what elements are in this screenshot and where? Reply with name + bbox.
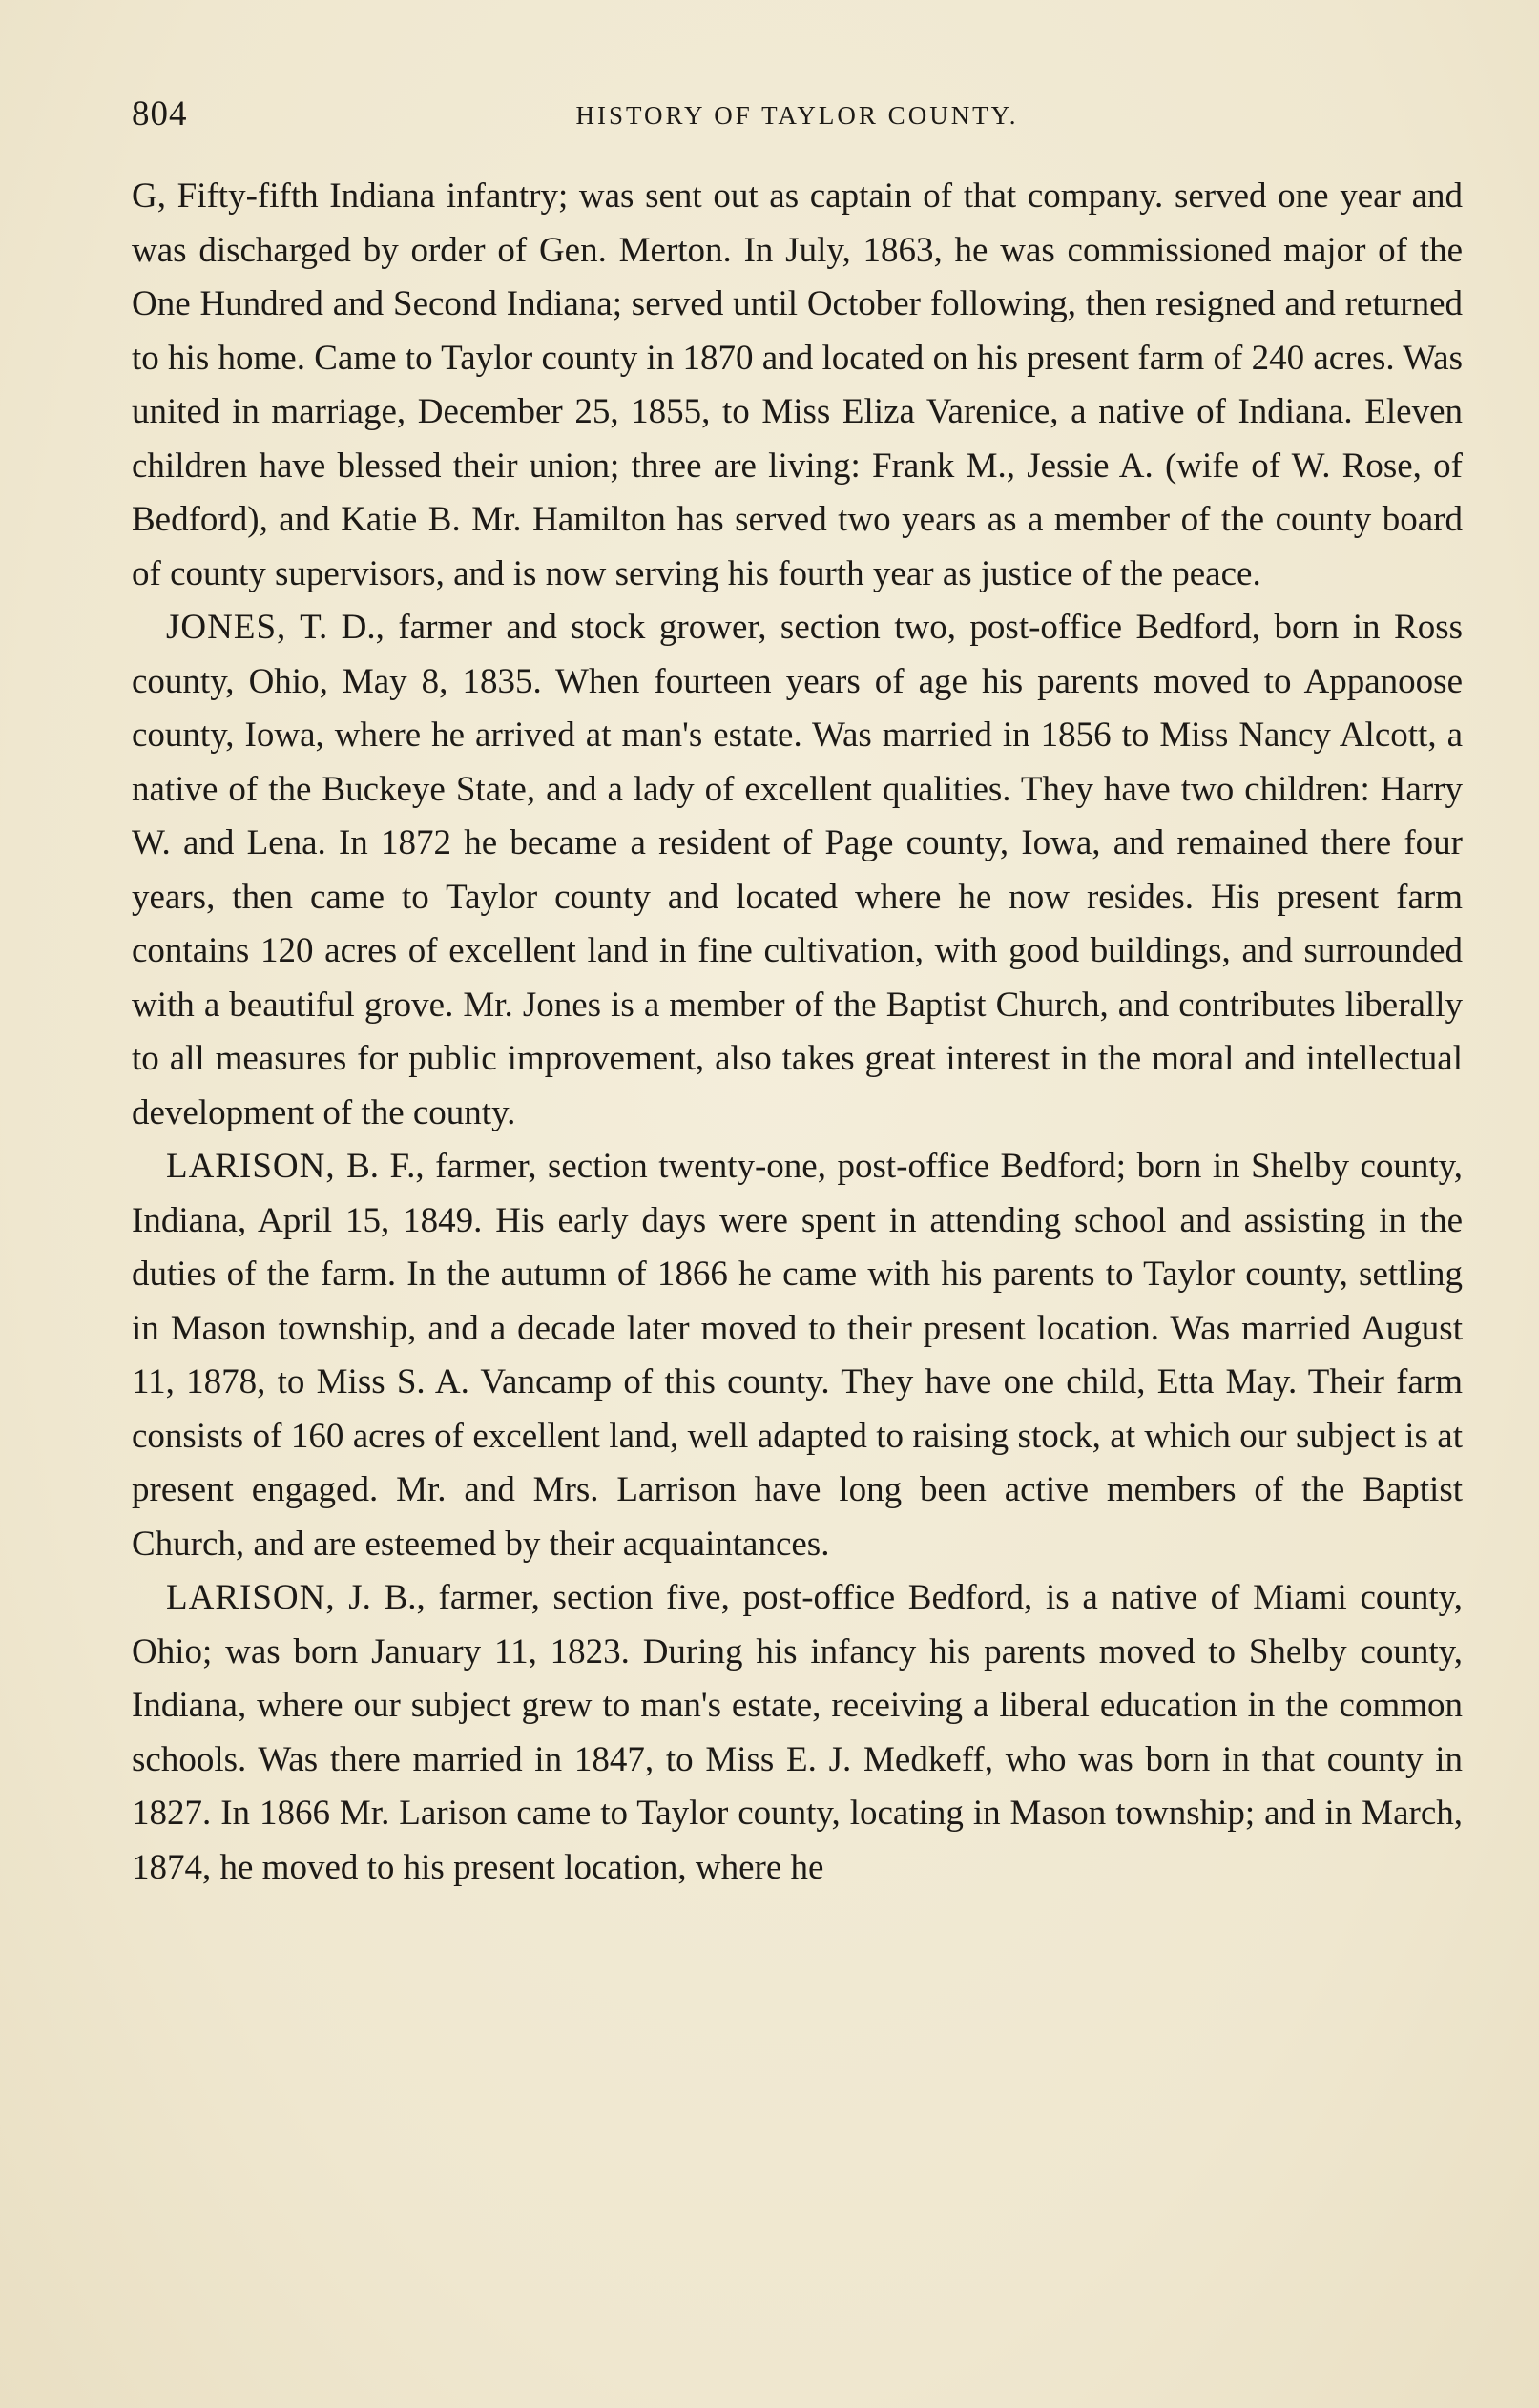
page-header [132, 93, 1425, 139]
entry-name: LARISON, [166, 1578, 336, 1617]
paragraph-text: T. D., farmer and stock grower, section two, post-office Bedford, born in Ross county, Ohio, May 8, 1835. When fourteen years of age his parents moved to Appanoose county, Iowa, where he arrived at man's estate. Was married in 1856 to Miss Nancy Alcott, a native of the Buckeye State, and a lady of excellent qualities. They have two children: Harry W. and Lena. In 1872 he became a resident of Page county, Iowa, and remained there four years, then came to Taylor county and located where he now resides. His present farm contains 120 acres of excellent land in fine cultivation, with good buildings, and surrounded with a beautiful grove. Mr. Jones is a member of the Baptist Church, and contributes liberally to all measures for public improvement, also takes great interest in the moral and intellectual development of the county. [132, 608, 1463, 1132]
page-number: 804 [132, 94, 188, 134]
entry-larison-jb [132, 1571, 1463, 1895]
paragraph-continuation [132, 170, 1463, 601]
body-text [132, 170, 1463, 1895]
entry-jones [132, 601, 1463, 1140]
paragraph-text: J. B., farmer, section five, post-office Bedford, is a native of Miami county, Ohio; was born January 11, 1823. During his infancy his parents moved to Shelby county, Indiana, where our subject grew to man's estate, receiving a liberal education in the common schools. Was there married in 1847, to Miss E. J. Medkeff, who was born in that county in 1827. In 1866 Mr. Larison came to Taylor county, locating in Mason township; and in March, 1874, he moved to his present location, where he [132, 1578, 1463, 1887]
entry-name: LARISON, [166, 1147, 336, 1186]
paragraph-text: G, Fifty-fifth Indiana infantry; was sent out as captain of that company. served one year and was discharged by order of Gen. Merton. In July, 1863, he was commissioned major of the One Hundred and Second Indiana; served until October following, then resigned and returned to his home. Came to Taylor county in 1870 and located on his present farm of 240 acres. Was united in marriage, December 25, 1855, to Miss Eliza Varenice, a native of Indiana. Eleven children have blessed their union; three are living: Frank M., Jessie A. (wife of W. Rose, of Bedford), and Katie B. Mr. Hamilton has served two years as a member of the county board of county supervisors, and is now serving his fourth year as justice of the peace. [132, 176, 1463, 593]
entry-larison-bf [132, 1140, 1463, 1571]
entry-name: JONES, [166, 608, 287, 647]
paragraph-text: B. F., farmer, section twenty-one, post-office Bedford; born in Shelby county, Indiana, April 15, 1849. His early days were spent in attending school and assisting in the duties of the farm. In the autumn of 1866 he came with his parents to Taylor county, settling in Mason township, and a decade later moved to their present location. Was married August 11, 1878, to Miss S. A. Vancamp of this county. They have one child, Etta May. Their farm consists of 160 acres of excellent land, well adapted to raising stock, at which our subject is at present engaged. Mr. and Mrs. Larrison have long been active members of the Baptist Church, and are esteemed by their acquaintances. [132, 1147, 1463, 1564]
running-head: HISTORY OF TAYLOR COUNTY. [575, 101, 1019, 130]
